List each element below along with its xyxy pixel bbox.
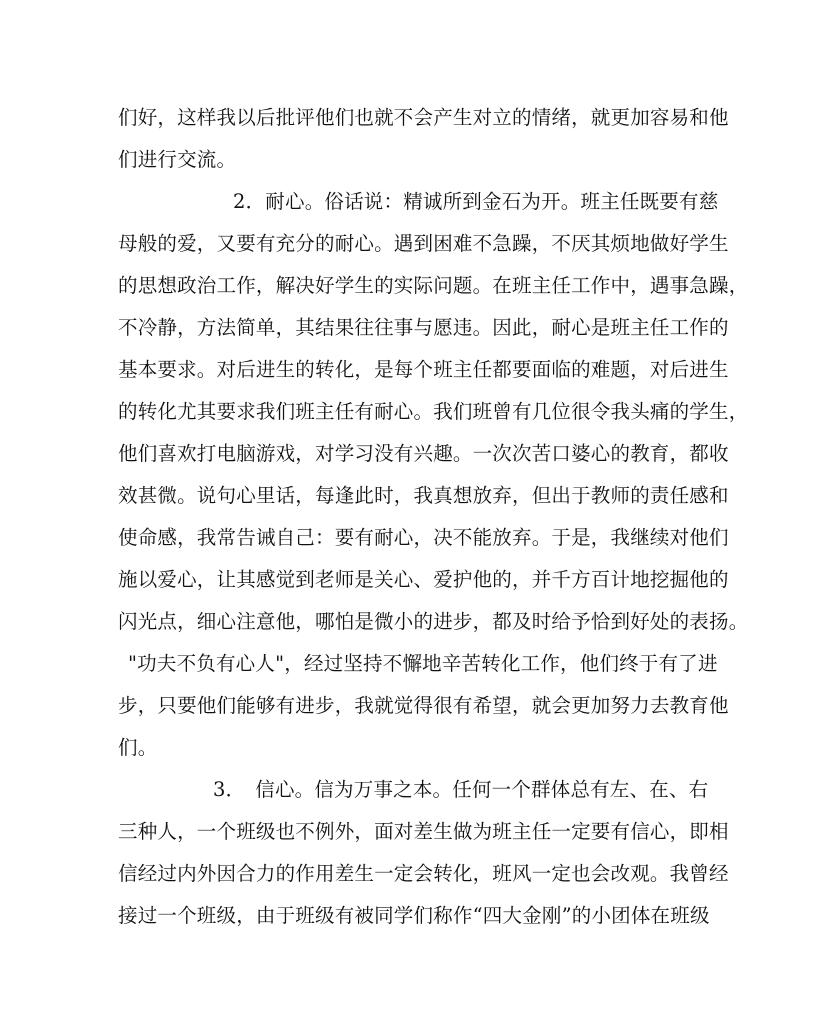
text-line: 三种人，一个班级也不例外，面对差生做为班主任一定要有信心，即相 xyxy=(118,820,729,843)
text-line: 3． 信心。信为万事之本。任何一个群体总有左、在、右 xyxy=(213,778,709,801)
text-line: 步，只要他们能够有进步，我就觉得很有希望，就会更加努力去教育他 xyxy=(118,694,729,717)
text-line: 的思想政治工作，解决好学生的实际问题。在班主任工作中，遇事急躁， xyxy=(118,274,749,297)
text-line: 他们喜欢打电脑游戏，对学习没有兴趣。一次次苦口婆心的教育，都收 xyxy=(118,442,729,465)
text-line: 不冷静，方法简单，其结果往往事与愿违。因此，耐心是班主任工作的 xyxy=(118,316,729,339)
text-line: 的转化尤其要求我们班主任有耐心。我们班曾有几位很令我头痛的学生， xyxy=(118,400,749,423)
text-line: 们好，这样我以后批评他们也就不会产生对立的情绪，就更加容易和他 xyxy=(118,106,729,129)
text-line: 们。 xyxy=(118,736,158,759)
text-line: 们进行交流。 xyxy=(118,148,237,171)
text-line: 接过一个班级，由于班级有被同学们称作“四大金刚”的小团体在班级 xyxy=(118,904,710,927)
text-line: 信经过内外因合力的作用差生一定会转化，班风一定也会改观。我曾经 xyxy=(118,862,729,885)
text-line: 母般的爱，又要有充分的耐心。遇到困难不急躁，不厌其烦地做好学生 xyxy=(118,232,729,255)
text-line: 使命感，我常告诫自己：要有耐心，决不能放弃。于是，我继续对他们 xyxy=(118,526,729,549)
text-line: 施以爱心，让其感觉到老师是关心、爱护他的，并千方百计地挖掘他的 xyxy=(118,568,729,591)
text-line: 效甚微。说句心里话，每逢此时，我真想放弃，但出于教师的责任感和 xyxy=(118,484,729,507)
text-line: 2．耐心。俗话说：精诚所到金石为开。班主任既要有慈 xyxy=(233,190,719,213)
text-line: 基本要求。对后进生的转化，是每个班主任都要面临的难题，对后进生 xyxy=(118,358,729,381)
text-line: 闪光点，细心注意他，哪怕是微小的进步，都及时给予恰到好处的表扬。 xyxy=(118,610,749,633)
text-line: "功夫不负有心人"，经过坚持不懈地辛苦转化工作，他们终于有了进 xyxy=(128,652,718,675)
